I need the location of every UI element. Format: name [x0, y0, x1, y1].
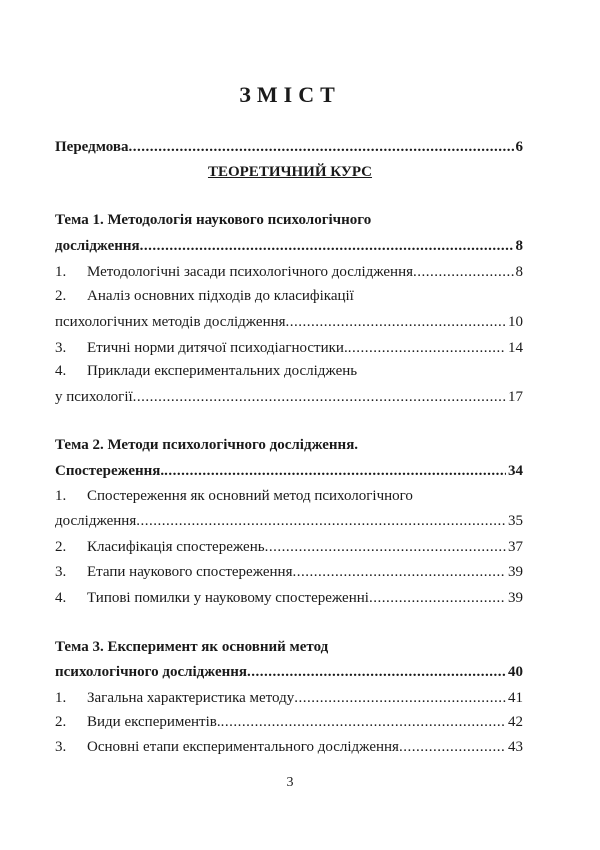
topic-heading — [55, 635, 523, 659]
section-heading: ТЕОРЕТИЧНИЙ КУРС — [207, 164, 373, 180]
entry-text: Спостереження. — [55, 463, 165, 479]
toc-entry[interactable] — [55, 336, 523, 360]
entry-page: 39 — [508, 564, 523, 580]
entry-page: 8 — [515, 238, 523, 254]
entry-text: Спостереження як основний метод психологічного — [87, 488, 413, 504]
page-title: ЗМІСТ — [239, 82, 341, 107]
entry-text: Етапи наукового спостереження — [87, 564, 293, 580]
entry-number: 1. — [55, 488, 67, 504]
dot-leader — [399, 735, 506, 759]
toc-entry[interactable] — [55, 586, 523, 610]
entry-page: 6 — [515, 139, 523, 155]
toc-entry[interactable] — [55, 484, 523, 508]
entry-text: Тема 3. Експеримент як основний метод — [55, 639, 329, 655]
toc-entry-preface[interactable] — [55, 135, 523, 159]
toc-entry-topic[interactable] — [55, 234, 523, 258]
entry-number: 3. — [55, 564, 67, 580]
toc-entry-cont[interactable] — [55, 509, 523, 533]
entry-page: 17 — [508, 389, 523, 405]
dot-leader — [128, 135, 513, 159]
toc-entry[interactable] — [55, 359, 523, 383]
dot-leader — [221, 710, 506, 734]
entry-number: 1. — [55, 690, 67, 706]
entry-page: 39 — [508, 590, 523, 606]
toc-entry-topic[interactable] — [55, 660, 523, 684]
entry-page: 14 — [508, 340, 523, 356]
entry-text: Тема 2. Методи психологічного дослідження. — [55, 437, 359, 453]
page-number: 3 — [286, 775, 294, 790]
entry-text: психологічних методів дослідження — [55, 314, 286, 330]
dot-leader — [413, 260, 513, 284]
entry-text: Методологічні засади психологічного дослідження — [87, 264, 414, 280]
entry-page: 34 — [508, 463, 523, 479]
topic-heading — [55, 208, 523, 232]
entry-text: дослідження — [55, 513, 137, 529]
entry-page: 41 — [508, 690, 523, 706]
entry-number: 3. — [55, 739, 67, 755]
entry-text: Передмова — [55, 139, 129, 155]
entry-number: 1. — [55, 264, 67, 280]
toc-entry[interactable] — [55, 560, 523, 584]
dot-leader — [133, 385, 506, 409]
dot-leader — [294, 686, 506, 710]
toc-entry[interactable] — [55, 735, 523, 759]
entry-page: 8 — [515, 264, 523, 280]
dot-leader — [286, 310, 506, 334]
entry-text: Основні етапи експериментального дослідження — [87, 739, 399, 755]
entry-number: 3. — [55, 340, 67, 356]
entry-page: 35 — [508, 513, 523, 529]
entry-text: Типові помилки у науковому спостереженні — [87, 590, 369, 606]
dot-leader — [265, 535, 506, 559]
dot-leader — [136, 509, 506, 533]
toc-entry-cont[interactable] — [55, 385, 523, 409]
toc-entry[interactable] — [55, 686, 523, 710]
dot-leader — [369, 586, 506, 610]
entry-number: 4. — [55, 363, 67, 379]
dot-leader — [247, 660, 506, 684]
entry-number: 2. — [55, 539, 67, 555]
toc-entry-cont[interactable] — [55, 310, 523, 334]
entry-number: 4. — [55, 590, 67, 606]
dot-leader — [164, 459, 506, 483]
toc-entry[interactable] — [55, 260, 523, 284]
entry-text: Етичні норми дитячої психодіагностики. — [87, 340, 348, 356]
entry-text: Аналіз основних підходів до класифікації — [87, 288, 354, 304]
entry-text: Приклади експериментальних досліджень — [87, 363, 358, 379]
entry-page: 37 — [508, 539, 523, 555]
topic-heading — [55, 433, 523, 457]
entry-number: 2. — [55, 714, 67, 730]
toc-entry[interactable] — [55, 535, 523, 559]
entry-page: 43 — [508, 739, 523, 755]
entry-page: 42 — [508, 714, 523, 730]
entry-page: 10 — [508, 314, 523, 330]
toc-entry-topic[interactable] — [55, 459, 523, 483]
entry-text: Класифікація спостережень — [87, 539, 265, 555]
entry-text: у психології — [55, 389, 133, 405]
entry-text: психологічного дослідження — [55, 664, 248, 680]
entry-text: Загальна характеристика методу — [87, 690, 295, 706]
dot-leader — [140, 234, 514, 258]
entry-text: Тема 1. Методологія наукового психологічного — [55, 212, 372, 228]
dot-leader — [348, 336, 506, 360]
dot-leader — [293, 560, 507, 584]
entry-text: Види експериментів. — [87, 714, 221, 730]
toc-entry[interactable] — [55, 710, 523, 734]
entry-number: 2. — [55, 288, 67, 304]
entry-text: дослідження — [55, 238, 140, 254]
toc-entry[interactable] — [55, 284, 523, 308]
entry-page: 40 — [508, 664, 523, 680]
